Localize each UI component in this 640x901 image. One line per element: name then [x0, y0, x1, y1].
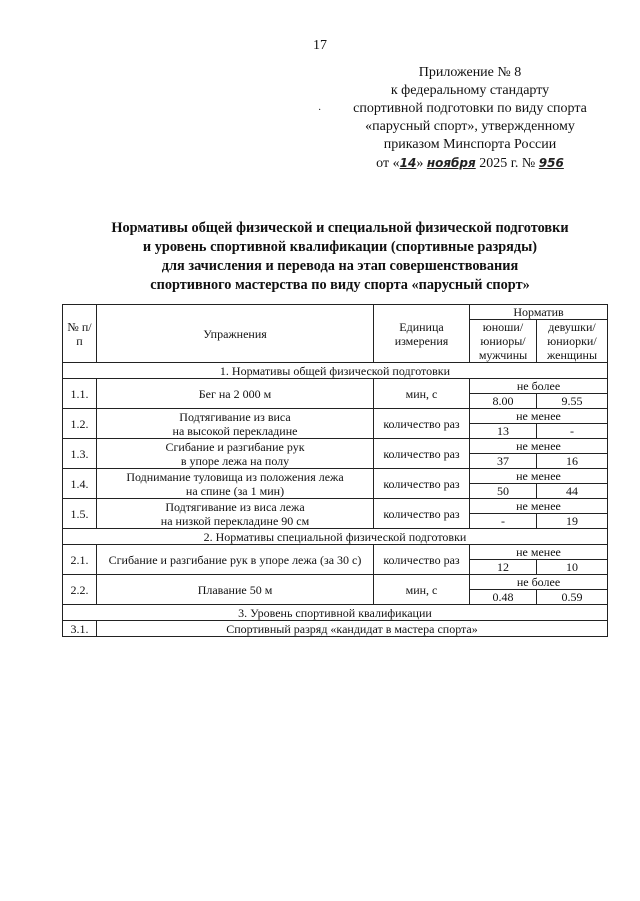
row-female-value: 9.55 — [537, 394, 608, 409]
row-limit: не менее — [470, 439, 608, 454]
row-exercise-line: Подтягивание из виса лежа — [165, 499, 305, 514]
order-date-line — [330, 154, 610, 173]
header-female-line-2: юниорки/ — [547, 334, 597, 348]
section-heading: 3. Уровень спортивной квалификации — [63, 605, 608, 621]
date-prefix: от « — [376, 156, 400, 171]
row-exercise — [97, 439, 374, 469]
appendix-block — [318, 64, 610, 173]
row-unit: количество раз — [374, 439, 470, 469]
row-exercise-line: в упоре лежа на полу — [180, 453, 290, 468]
row-male-value: 13 — [470, 424, 537, 439]
bullet-mark: · — [318, 105, 322, 116]
row-exercise-line: Сгибание и разгибание рук — [165, 439, 305, 454]
row-male-value: - — [470, 514, 537, 529]
header-male — [470, 320, 537, 363]
section-heading: 2. Нормативы специальной физической подготовки — [63, 529, 608, 545]
row-male-value: 12 — [470, 560, 537, 575]
row-male-value: 8.00 — [470, 394, 537, 409]
header-female-line-3: женщины — [546, 348, 598, 362]
date-year: 2025 г. № — [479, 156, 536, 171]
row-exercise — [97, 575, 374, 605]
header-norm: Норматив — [470, 305, 608, 320]
row-female-value: 16 — [537, 454, 608, 469]
appendix-line-3-text: спортивной подготовки по виду спорта — [353, 101, 587, 116]
title-line-3: для зачисления и перевода на этап совершенствования — [161, 258, 519, 274]
row-exercise — [97, 379, 374, 409]
title-line-4: спортивного мастерства по виду спорта «парусный спорт» — [150, 277, 530, 293]
header-male-line-1: юноши/ — [482, 320, 524, 334]
header-female-line-1: девушки/ — [548, 320, 596, 334]
header-unit-line-2: измерения — [394, 333, 449, 348]
date-mid: » — [416, 156, 424, 171]
row-unit: количество раз — [374, 469, 470, 499]
section-heading: 1. Нормативы общей физической подготовки — [63, 363, 608, 379]
row-exercise-line: на низкой перекладине 90 см — [160, 513, 310, 528]
row-female-value: - — [537, 424, 608, 439]
title-line-2: и уровень спортивной квалификации (спортивные разряды) — [142, 239, 538, 255]
row-unit: количество раз — [374, 409, 470, 439]
title-line-1: Нормативы общей физической и специальной физической подготовки — [111, 220, 569, 236]
row-exercise-line: Плавание 50 м — [197, 582, 273, 597]
appendix-line-3 — [318, 100, 610, 118]
row-female-value: 10 — [537, 560, 608, 575]
row-exercise — [97, 499, 374, 529]
appendix-line-4: «парусный спорт», утвержденному — [365, 119, 575, 134]
row-limit: не менее — [470, 499, 608, 514]
date-month-handwritten: ноября — [426, 156, 476, 170]
qualification-text: Спортивный разряд «кандидат в мастера спорта» — [97, 621, 608, 637]
appendix-line-5: приказом Минспорта России — [383, 137, 557, 152]
row-female-value: 19 — [537, 514, 608, 529]
row-exercise-line: Поднимание туловища из положения лежа — [126, 469, 344, 484]
row-limit: не менее — [470, 469, 608, 484]
row-unit: количество раз — [374, 499, 470, 529]
row-limit: не менее — [470, 545, 608, 560]
row-num: 1.4. — [63, 469, 97, 499]
row-unit: мин, с — [374, 379, 470, 409]
row-num: 1.5. — [63, 499, 97, 529]
header-male-line-2: юниоры/ — [480, 334, 526, 348]
row-exercise-line: на высокой перекладине — [172, 423, 298, 438]
row-exercise-line: Сгибание и разгибание рук в упоре лежа (за 30 с) — [108, 552, 362, 567]
document-title — [60, 219, 620, 295]
date-day-handwritten: 14 — [399, 156, 417, 170]
row-exercise-line: на спине (за 1 мин) — [185, 483, 285, 498]
page-number: 17 — [313, 38, 327, 53]
row-num: 1.1. — [63, 379, 97, 409]
row-exercise — [97, 545, 374, 575]
row-exercise — [97, 409, 374, 439]
row-exercise — [97, 469, 374, 499]
row-unit: мин, с — [374, 575, 470, 605]
appendix-line-1: Приложение № 8 — [418, 65, 522, 80]
order-number-handwritten: 956 — [538, 156, 564, 170]
header-exercise: Упражнения — [97, 305, 374, 363]
qualification-num: 3.1. — [63, 621, 97, 637]
header-unit-line-1: Единица — [399, 319, 444, 334]
row-unit: количество раз — [374, 545, 470, 575]
row-limit: не более — [470, 379, 608, 394]
header-unit — [374, 305, 470, 363]
header-female — [537, 320, 608, 363]
row-female-value: 44 — [537, 484, 608, 499]
row-male-value: 0.48 — [470, 590, 537, 605]
row-male-value: 50 — [470, 484, 537, 499]
row-exercise-line: Бег на 2 000 м — [198, 386, 272, 401]
header-male-line-3: мужчины — [478, 348, 528, 362]
row-num: 2.1. — [63, 545, 97, 575]
row-limit: не более — [470, 575, 608, 590]
row-num: 1.2. — [63, 409, 97, 439]
header-num: № п/п — [63, 305, 97, 363]
appendix-line-2: к федеральному стандарту — [390, 83, 550, 98]
row-limit: не менее — [470, 409, 608, 424]
row-male-value: 37 — [470, 454, 537, 469]
row-num: 1.3. — [63, 439, 97, 469]
row-female-value: 0.59 — [537, 590, 608, 605]
norms-table — [62, 304, 608, 637]
row-num: 2.2. — [63, 575, 97, 605]
row-exercise-line: Подтягивание из виса — [179, 409, 291, 424]
